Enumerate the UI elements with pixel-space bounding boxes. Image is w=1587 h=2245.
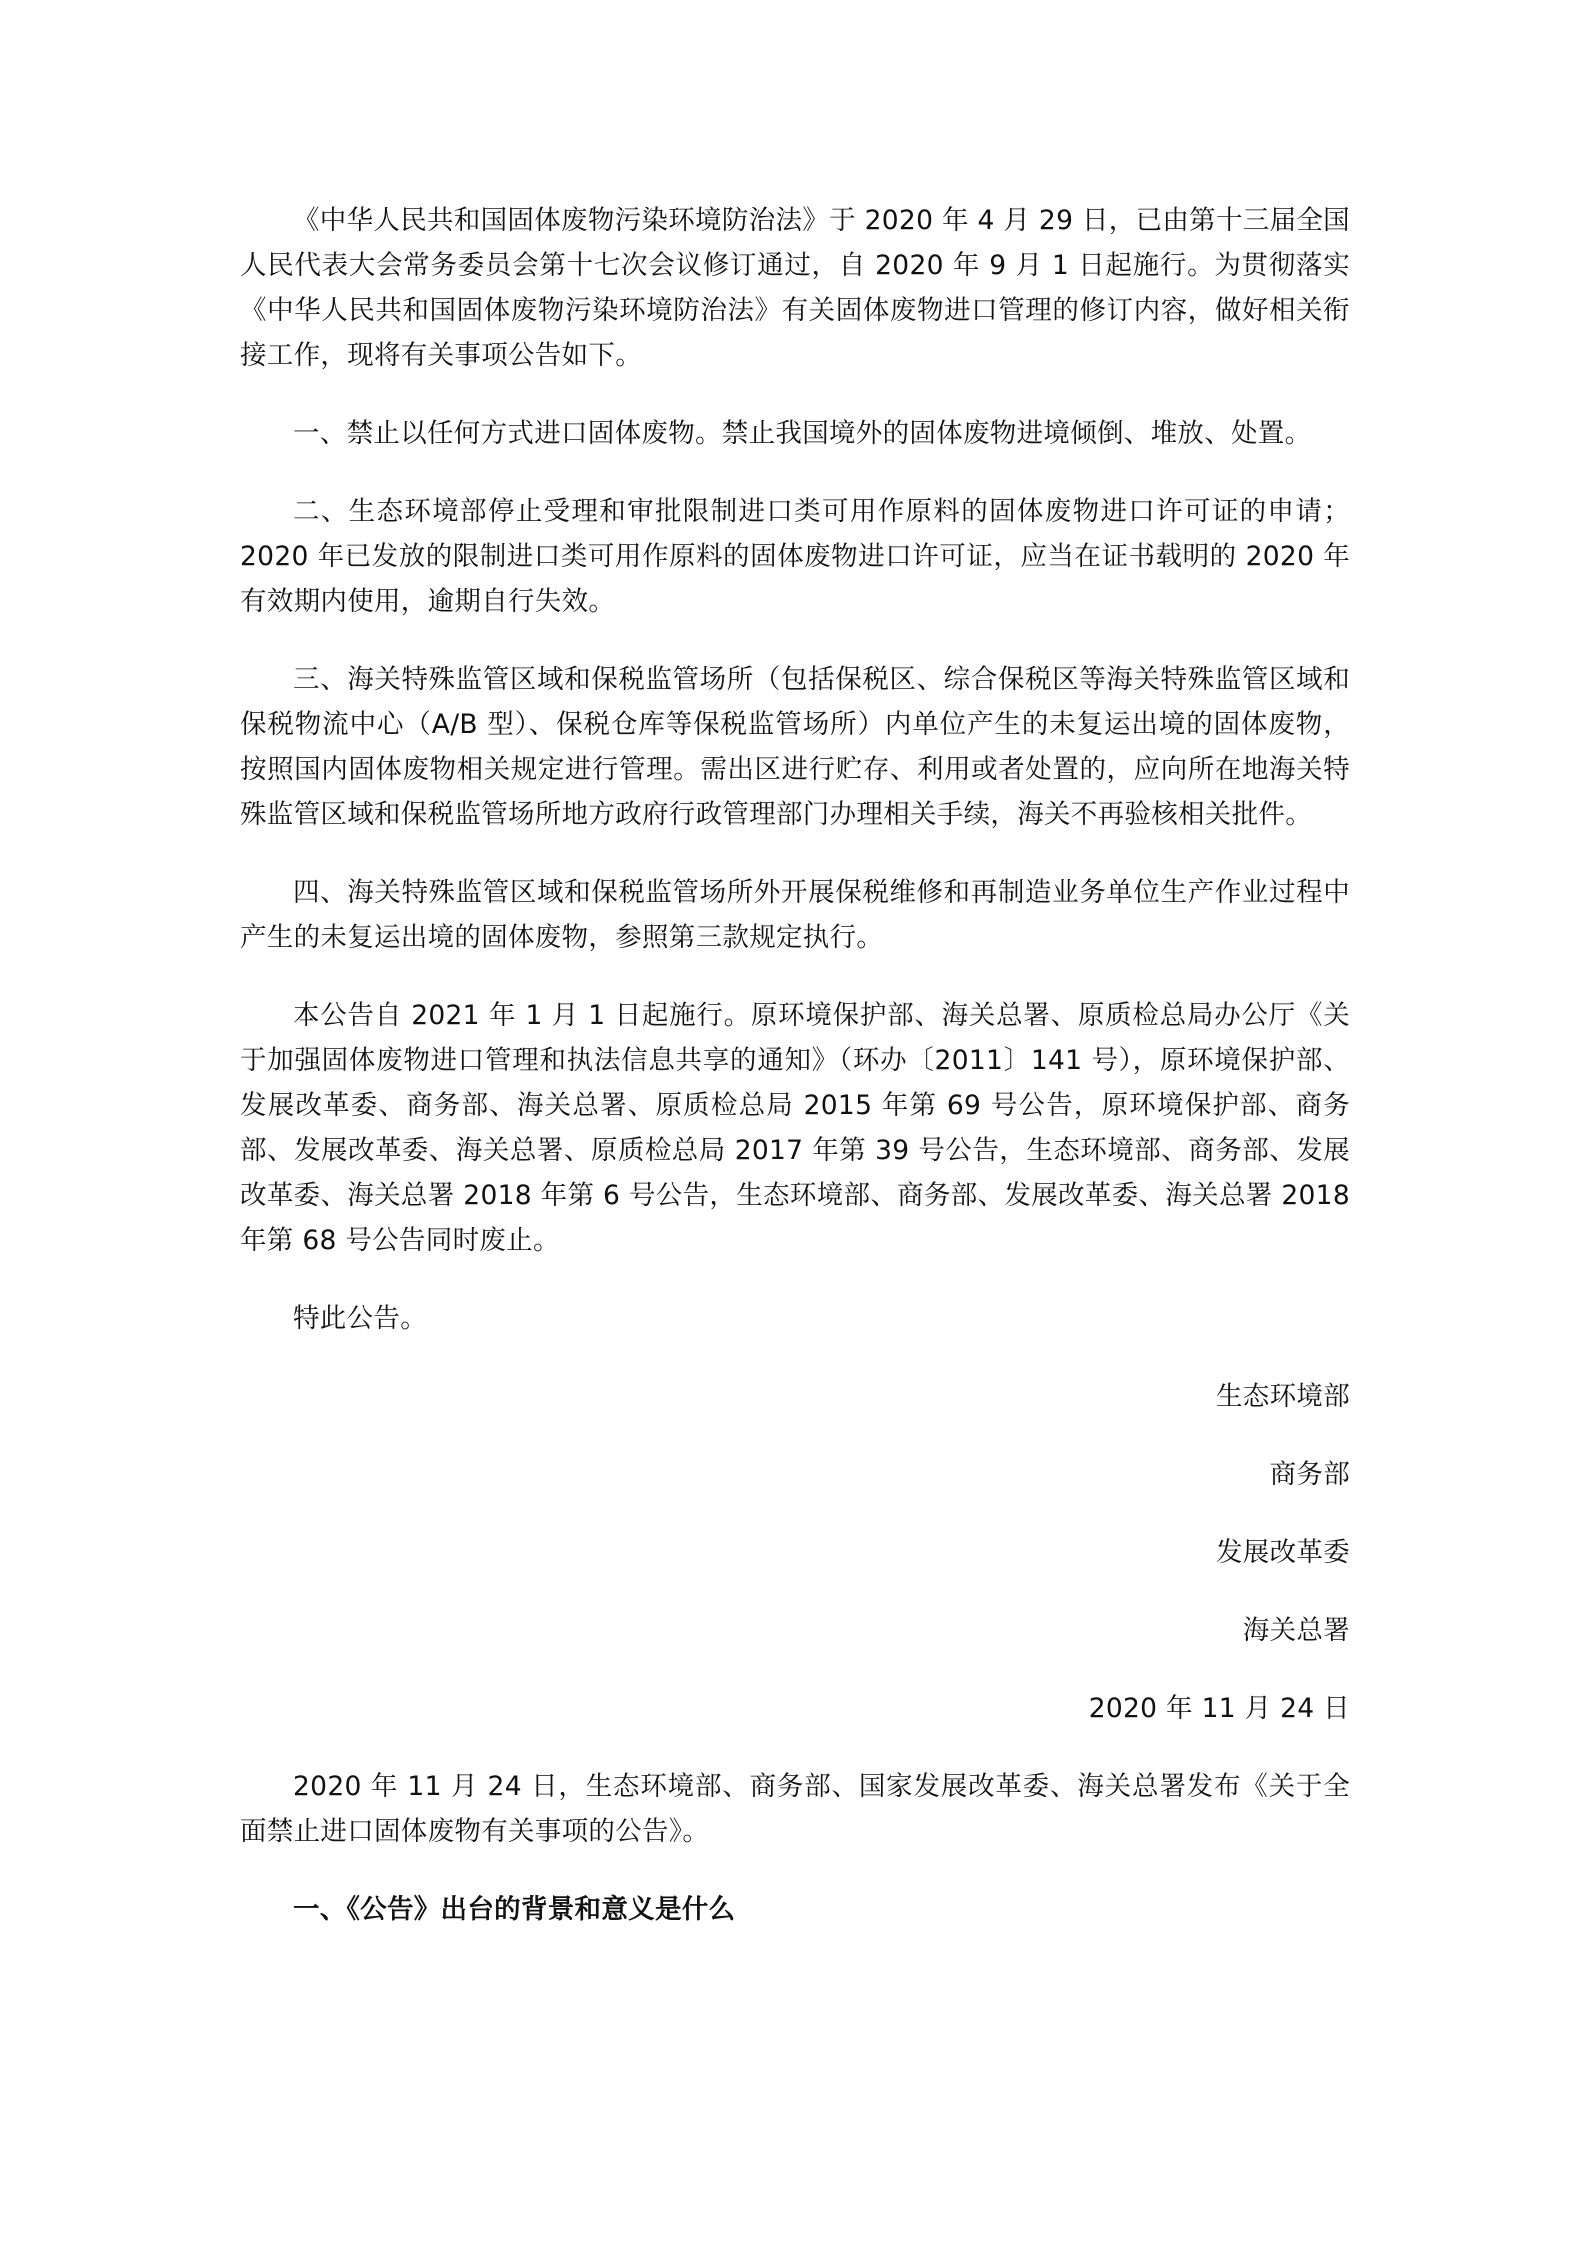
clause-four: 四、海关特殊监管区域和保税监管场所外开展保税维修和再制造业务单位生产作业过程中产生的未复运出境的固体废物，参照第三款规定执行。 bbox=[240, 877, 1350, 953]
clause-three: 三、海关特殊监管区域和保税监管场所（包括保税区、综合保税区等海关特殊监管区域和保税物流中心（A/B 型）、保税仓库等保税监管场所）内单位产生的未复运出境的固体废物，按照国内固体废物相关规定进行管理。需出区进行贮存、利用或者处置的，应向所在地海关特殊监管区域和保税监管场所地方政府行政管理部门办理相关手续，海关不再验核相关批件。 bbox=[240, 664, 1350, 830]
closing-phrase: 特此公告。 bbox=[293, 1303, 427, 1334]
release-note-paragraph: 2020 年 11 月 24 日，生态环境部、商务部、国家发展改革委、海关总署发布《关于全面禁止进口固体废物有关事项的公告》。 bbox=[240, 1771, 1350, 1847]
signatory-ministry-commerce: 商务部 bbox=[1269, 1459, 1350, 1490]
clause-two: 二、生态环境部停止受理和审批限制进口类可用作原料的固体废物进口许可证的申请；2020 年已发放的限制进口类可用作原料的固体废物进口许可证，应当在证书载明的 2020 年有效期内使用，逾期自行失效。 bbox=[240, 496, 1350, 617]
signatory-ndrc: 发展改革委 bbox=[1216, 1537, 1350, 1568]
signatory-customs: 海关总署 bbox=[1242, 1615, 1350, 1646]
clause-one: 一、禁止以任何方式进口固体废物。禁止我国境外的固体废物进境倾倒、堆放、处置。 bbox=[293, 418, 1312, 449]
signatory-ministry-ecology: 生态环境部 bbox=[1216, 1381, 1350, 1412]
intro-paragraph: 《中华人民共和国固体废物污染环境防治法》于 2020 年 4 月 29 日，已由第十三届全国人民代表大会常务委员会第十七次会议修订通过，自 2020 年 9 月 1 日起施行。为贯彻落实《中华人民共和国固体废物污染环境防治法》有关固体废物进口管理的修订内容，做好相关衔接工作，现将有关事项公告如下。 bbox=[240, 205, 1350, 371]
section-heading: 一、《公告》出台的背景和意义是什么 bbox=[293, 1894, 736, 1925]
signature-block bbox=[240, 1374, 1350, 1731]
effective-date-paragraph: 本公告自 2021 年 1 月 1 日起施行。原环境保护部、海关总署、原质检总局办公厅《关于加强固体废物进口管理和执法信息共享的通知》（环办〔2011〕141 号），原环境保护部、发展改革委、商务部、海关总署、原质检总局 2015 年第 69 号公告，原环境保护部、商务部、发展改革委、海关总署、原质检总局 2017 年第 39 号公告，生态环境部、商务部、发展改革委、海关总署 2018 年第 6 号公告，生态环境部、商务部、发展改革委、海关总署 2018 年第 68 号公告同时废止。 bbox=[240, 1000, 1350, 1256]
announcement-date: 2020 年 11 月 24 日 bbox=[1088, 1693, 1350, 1724]
document-page bbox=[240, 198, 1350, 1932]
